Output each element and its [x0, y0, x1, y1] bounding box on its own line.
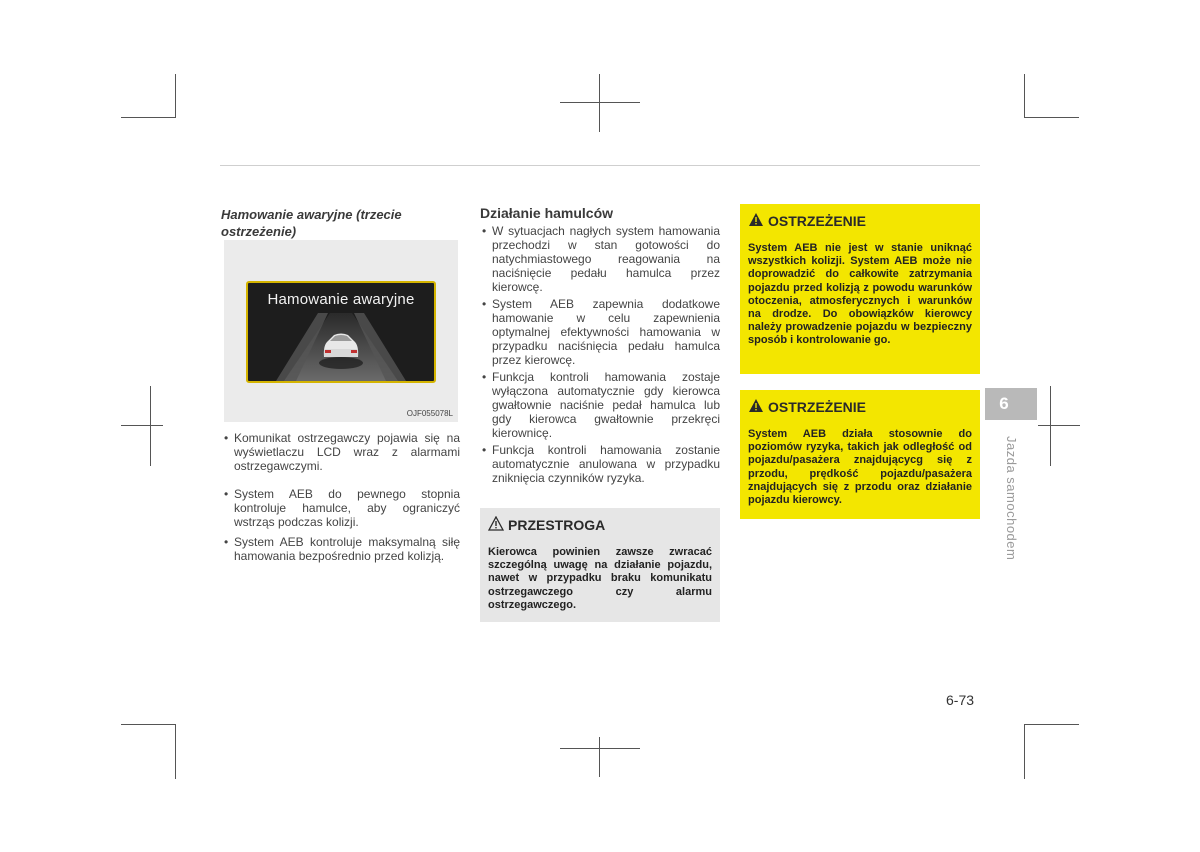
- crop-mark: [1050, 386, 1051, 466]
- warning-box: [740, 204, 980, 374]
- crop-mark: [175, 724, 176, 779]
- warning-triangle-icon: [748, 398, 764, 416]
- caution-text: Kierowca powinien zawsze zwracać szczególną uwagę na działanie pojazdu, nawet w przypadku braku komunikatu ostrzegawczego czy alarmu ostrzegawczego.: [488, 546, 712, 611]
- warning-box: [740, 390, 980, 519]
- chapter-number: 6: [999, 394, 1009, 413]
- left-bullet-list: [224, 431, 460, 569]
- list-item: • W sytuacjach nagłych system hamowania przechodzi w stan gotowości do natychmiastowego reagowania na naciśnięcie pedału hamulca przez kierowcę.: [482, 224, 720, 294]
- crop-mark: [121, 425, 163, 426]
- warning-triangle-icon: [748, 212, 764, 230]
- warning-title-row: [748, 210, 972, 232]
- list-item: • System AEB do pewnego stopnia kontroluje hamulce, aby ograniczyć wstrząs podczas kolizji.: [224, 487, 460, 529]
- crop-mark: [1024, 74, 1025, 118]
- crop-mark: [121, 724, 176, 725]
- warning-title: OSTRZEŻENIE: [768, 399, 867, 415]
- crop-mark: [150, 386, 151, 466]
- chapter-label: Jazda samochodem: [1004, 436, 1019, 561]
- list-item: • Funkcja kontroli hamowania zostanie automatycznie anulowana w przypadku zniknięcia czynników ryzyka.: [482, 443, 720, 485]
- caution-box: [480, 508, 720, 622]
- header-rule: [220, 165, 980, 166]
- crop-mark: [599, 74, 600, 132]
- list-item: • Funkcja kontroli hamowania zostaje wyłączona automatycznie gdy kierowca gwałtownie naciśnie pedał hamulca lub gdy kierowca gwałtownie przekręci kierownicę.: [482, 370, 720, 440]
- crop-mark: [121, 117, 176, 118]
- crop-mark: [1024, 117, 1079, 118]
- warning-title: OSTRZEŻENIE: [768, 213, 867, 229]
- list-item: • Komunikat ostrzegawczy pojawia się na wyświetlaczu LCD wraz z alarmami ostrzegawczymi.: [224, 431, 460, 473]
- warning-text: System AEB działa stosownie do poziomów ryzyka, takich jak odległość od pojazdu/pasażera znajdującycg się z przodu, prędkość pojazdu/pasażera znajdujących się z przodu oraz działanie pojazdu kierowcy.: [748, 428, 972, 507]
- warning-title-row: [748, 396, 972, 418]
- crop-mark: [560, 102, 640, 103]
- crop-mark: [1024, 724, 1079, 725]
- lcd-display: [246, 281, 436, 383]
- caution-title: PRZESTROGA: [508, 517, 606, 533]
- figure-code: OJF055078L: [406, 409, 453, 418]
- warning-text: System AEB nie jest w stanie uniknąć wszystkich kolizji. System AEB może nie doprowadzić do całkowite zatrzymania pojazdu przed kolizją z powodu warunków otoczenia, atmosferycznych i warunków na drodze. Do obowiązków kierowcy należy prowadzenie pojazdu w bezpieczny sposób i kontrolowanie go.: [748, 242, 972, 347]
- caution-title-row: [488, 514, 712, 536]
- middle-bullet-list: [482, 224, 720, 488]
- list-item: • System AEB kontroluje maksymalną siłę hamowania bezpośrednio przed kolizją.: [224, 535, 460, 563]
- page-number: 6-73: [946, 692, 975, 708]
- crop-mark: [1038, 425, 1080, 426]
- lcd-message: Hamowanie awaryjne: [267, 291, 415, 308]
- section-heading-emergency-braking: Hamowanie awaryjne (trzecie ostrzeżenie): [221, 207, 402, 239]
- lcd-illustration: [224, 240, 458, 422]
- crop-mark: [1024, 724, 1025, 779]
- section-heading-brake-operation: Działanie hamulców: [480, 205, 614, 221]
- chapter-tab: [985, 388, 1037, 420]
- crop-mark: [599, 737, 600, 777]
- crop-mark: [175, 74, 176, 118]
- caution-triangle-icon: [488, 516, 504, 534]
- crop-mark: [560, 748, 640, 749]
- list-item: • System AEB zapewnia dodatkowe hamowanie w celu zapewnienia optymalnej efektywności hamowania w przypadku naciśnięcia pedału hamulca przez kierowcę.: [482, 297, 720, 367]
